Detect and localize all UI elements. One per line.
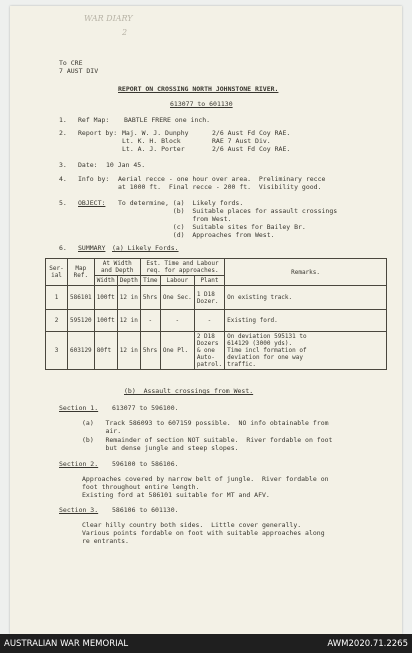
section-line: but dense jungle and steep slopes. bbox=[82, 444, 239, 452]
item-number: 4. bbox=[59, 175, 67, 183]
likely-fords-table bbox=[45, 258, 387, 370]
cell-time: 5hrs bbox=[140, 286, 160, 310]
cell-map-ref: 603129 bbox=[68, 332, 95, 370]
table-row bbox=[46, 286, 387, 310]
summary-subheading: (a) Likely Fords. bbox=[112, 244, 179, 252]
section-label: Section 3. bbox=[59, 506, 99, 514]
cell-time: 5hrs bbox=[140, 332, 160, 370]
cell-map-ref: 586101 bbox=[68, 286, 95, 310]
item-number: 6. bbox=[59, 244, 67, 252]
archive-footer bbox=[0, 634, 412, 653]
section-line: (a) Track 586093 to 607159 possible. NO info obtainable from bbox=[82, 419, 329, 427]
item-line: (b) Suitable places for assault crossings bbox=[118, 207, 338, 215]
col-plant: Plant bbox=[194, 276, 224, 286]
cell-labour: - bbox=[160, 310, 194, 332]
section-line: Various points fordable on foot with suitable approaches along bbox=[82, 529, 325, 537]
item-text: BABTLE FRERE one inch. bbox=[124, 116, 211, 124]
cell-labour: One Pl. bbox=[160, 332, 194, 370]
cell-serial: 1 bbox=[46, 286, 68, 310]
item-line: Lt. K. H. Block RAE 7 Aust Div. bbox=[122, 137, 271, 145]
item-number: 2. bbox=[59, 129, 67, 137]
cell-remarks: On deviation 595131 to 614129 (3000 yds). Time incl formation of deviation for one way traffic. bbox=[225, 332, 387, 370]
col-width: Width bbox=[94, 276, 117, 286]
section-label: Section 1. bbox=[59, 404, 99, 412]
footer-institution: AUSTRALIAN WAR MEMORIAL bbox=[4, 639, 129, 649]
col-labour: Labour bbox=[160, 276, 194, 286]
cell-width: 80ft bbox=[94, 332, 117, 370]
section-ref: 586106 to 601130. bbox=[112, 506, 179, 514]
cell-plant: - bbox=[194, 310, 224, 332]
col-serial: Ser- ial bbox=[46, 259, 68, 286]
cell-depth: 12 in bbox=[117, 332, 140, 370]
section-line: Clear hilly country both sides. Little cover generally. bbox=[82, 521, 302, 529]
summary-heading: SUMMARY bbox=[78, 244, 106, 252]
col-group-width-depth: At Width and Depth bbox=[94, 259, 140, 276]
col-time: Time bbox=[140, 276, 160, 286]
col-depth: Depth bbox=[117, 276, 140, 286]
item-text: 10 Jan 45. bbox=[106, 161, 146, 169]
section-line: air. bbox=[82, 427, 122, 435]
item-number: 1. bbox=[59, 116, 67, 124]
item-label: Info by: bbox=[78, 175, 110, 183]
item-line: Aerial recce - one hour over area. Preliminary recce bbox=[118, 175, 326, 183]
section-line: re entrants. bbox=[82, 537, 129, 545]
addressee: To CRE bbox=[59, 59, 83, 67]
section-line: (b) Remainder of section NOT suitable. River fordable on foot bbox=[82, 436, 333, 444]
item-line: from West. bbox=[118, 215, 232, 223]
section-ref: 613077 to 596100. bbox=[112, 404, 179, 412]
footer-accession-number: AWM2020.71.2265 bbox=[327, 639, 408, 649]
cell-map-ref: 595120 bbox=[68, 310, 95, 332]
report-title: REPORT ON CROSSING NORTH JOHNSTONE RIVER. bbox=[118, 85, 279, 93]
cell-plant: 2 D18 Dozers & one Auto- patrol. bbox=[194, 332, 224, 370]
handwritten-number: 2 bbox=[122, 28, 128, 37]
addressee-unit: 7 AUST DIV bbox=[59, 67, 99, 75]
item-line: Lt. A. J. Porter 2/6 Aust Fd Coy RAE. bbox=[122, 145, 291, 153]
item-line: at 1000 ft. Final recce - 200 ft. Visibility good. bbox=[118, 183, 322, 191]
item-line: Maj. W. J. Dunphy 2/6 Aust Fd Coy RAE. bbox=[122, 129, 291, 137]
item-number: 3. bbox=[59, 161, 67, 169]
cell-serial: 3 bbox=[46, 332, 68, 370]
section-line: Approaches covered by narrow belt of jungle. River fordable on bbox=[82, 475, 329, 483]
cell-serial: 2 bbox=[46, 310, 68, 332]
item-label: OBJECT: bbox=[78, 199, 106, 207]
item-label: Ref Map: bbox=[78, 116, 110, 124]
cell-labour: One Sec. bbox=[160, 286, 194, 310]
cell-remarks: On existing track. bbox=[225, 286, 387, 310]
handwritten-annotation bbox=[76, 6, 196, 36]
section-label: Section 2. bbox=[59, 460, 99, 468]
cell-plant: 1 D18 Dozer. bbox=[194, 286, 224, 310]
item-line: To determine, (a) Likely fords. bbox=[118, 199, 244, 207]
col-group-est-time: Est. Time and Labour req. for approaches. bbox=[140, 259, 224, 276]
handwritten-war-diary: WAR DIARY bbox=[84, 14, 133, 23]
cell-time: - bbox=[140, 310, 160, 332]
cell-depth: 12 in bbox=[117, 310, 140, 332]
item-number: 5. bbox=[59, 199, 67, 207]
table-row bbox=[46, 332, 387, 370]
section-ref: 596100 to 586106. bbox=[112, 460, 179, 468]
section-line: Existing ford at 586101 suitable for MT and AFV. bbox=[82, 491, 270, 499]
cell-depth: 12 in bbox=[117, 286, 140, 310]
item-line: (d) Approaches from West. bbox=[118, 231, 275, 239]
section-line: foot throughout entire length. bbox=[82, 483, 200, 491]
item-label: Date: bbox=[78, 161, 98, 169]
item-label: Report by: bbox=[78, 129, 118, 137]
col-map-ref: Map Ref. bbox=[68, 259, 95, 286]
cell-width: 100ft bbox=[94, 310, 117, 332]
report-map-ref: 613077 to 601130 bbox=[170, 100, 233, 108]
item-line: (c) Suitable sites for Bailey Br. bbox=[118, 223, 306, 231]
cell-width: 100ft bbox=[94, 286, 117, 310]
cell-remarks: Existing ford. bbox=[225, 310, 387, 332]
table-row bbox=[46, 310, 387, 332]
col-remarks: Remarks. bbox=[225, 259, 387, 286]
assault-heading: (b) Assault crossings from West. bbox=[124, 387, 254, 395]
